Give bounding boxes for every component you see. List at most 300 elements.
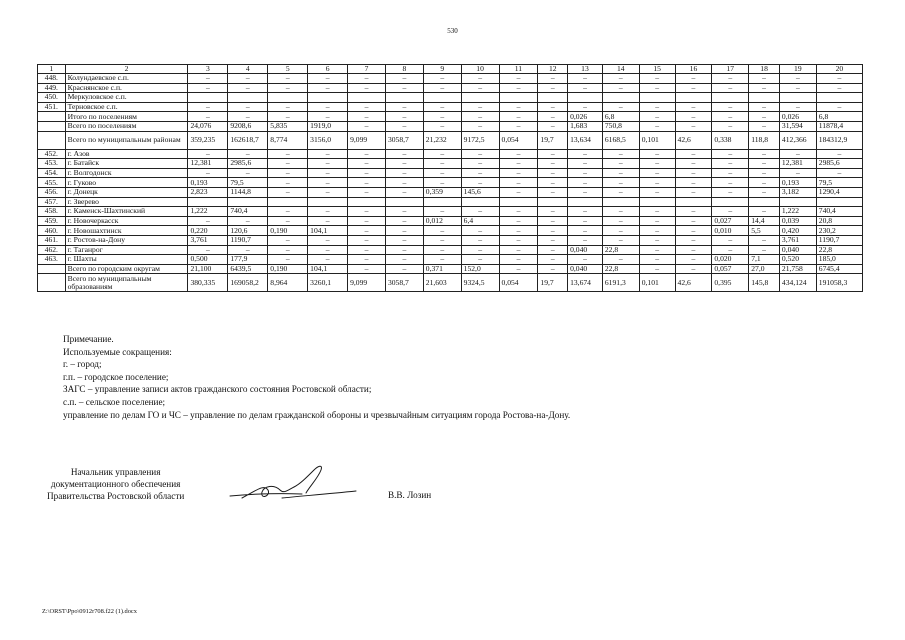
row-number: 448. (38, 74, 66, 84)
table-cell: – (538, 226, 568, 236)
table-cell: 3,182 (779, 187, 816, 197)
table-row (38, 178, 863, 188)
table-row (38, 93, 863, 103)
table-cell: 3,761 (188, 235, 228, 245)
column-number: 14 (602, 65, 639, 74)
table-cell: – (816, 168, 862, 178)
table-cell: – (461, 102, 499, 112)
column-number: 10 (461, 65, 499, 74)
table-cell (816, 197, 862, 207)
table-cell: – (639, 121, 675, 131)
row-name: г. Новочеркасск (65, 216, 188, 226)
table-cell: 1190,7 (228, 235, 268, 245)
table-cell: – (639, 264, 675, 274)
column-number: 16 (675, 65, 712, 74)
table-cell: – (228, 102, 268, 112)
column-number: 17 (712, 65, 749, 74)
table-cell: – (639, 216, 675, 226)
table-cell: – (308, 216, 348, 226)
table-cell: 8,774 (268, 131, 308, 149)
table-cell: – (639, 83, 675, 93)
table-cell (712, 93, 749, 103)
table-row (38, 207, 863, 217)
table-cell (268, 197, 308, 207)
table-cell: – (385, 226, 423, 236)
table-cell: – (461, 245, 499, 255)
table-cell: – (499, 168, 538, 178)
table-cell: 79,5 (228, 178, 268, 188)
table-cell: – (712, 83, 749, 93)
table-cell: – (602, 149, 639, 159)
table-cell: – (308, 159, 348, 169)
table-cell: – (499, 102, 538, 112)
table-cell: 19,7 (538, 274, 568, 292)
table-cell: 380,335 (188, 274, 228, 292)
table-cell: – (308, 255, 348, 265)
table-cell (423, 93, 461, 103)
row-number (38, 274, 66, 292)
table-cell (538, 197, 568, 207)
column-number: 19 (779, 65, 816, 74)
table-cell: – (348, 121, 386, 131)
table-cell: 3260,1 (308, 274, 348, 292)
row-number: 453. (38, 159, 66, 169)
table-cell: – (348, 159, 386, 169)
table-cell: – (423, 235, 461, 245)
notes-line: управление по делам ГО и ЧС – управление по делам гражданской обороны и чрезвычайным ситуациям города Ростова-на-Дону. (63, 409, 571, 420)
table-cell: – (499, 74, 538, 84)
table-cell: 169058,2 (228, 274, 268, 292)
table-cell: 120,6 (228, 226, 268, 236)
signer-position-line: Начальник управления (70, 467, 161, 477)
table-cell: – (749, 83, 780, 93)
table-cell: 12,381 (188, 159, 228, 169)
table-cell: – (308, 187, 348, 197)
table-cell: 145,6 (461, 187, 499, 197)
table-cell: – (675, 207, 712, 217)
table-cell: – (639, 235, 675, 245)
table-cell: 20,8 (816, 216, 862, 226)
table-cell: – (675, 121, 712, 131)
notes-line: г. – город; (63, 359, 102, 370)
row-name: г. Волгодонск (65, 168, 188, 178)
table-cell: – (538, 159, 568, 169)
table-cell: – (749, 178, 780, 188)
table-cell: – (712, 112, 749, 122)
table-row (38, 121, 863, 131)
table-cell: 1,222 (188, 207, 228, 217)
table-cell: – (228, 245, 268, 255)
table-cell: – (639, 149, 675, 159)
table-cell: – (423, 102, 461, 112)
row-name: г. Зверево (65, 197, 188, 207)
column-number: 6 (308, 65, 348, 74)
table-cell: 21,100 (188, 264, 228, 274)
table-row (38, 216, 863, 226)
table-cell: – (188, 168, 228, 178)
table-cell: – (712, 168, 749, 178)
table-cell: 9208,6 (228, 121, 268, 131)
table-cell: – (639, 102, 675, 112)
table-cell (228, 197, 268, 207)
table-cell (816, 93, 862, 103)
notes-line: с.п. – сельское поселение; (63, 396, 166, 407)
table-cell: – (568, 159, 603, 169)
column-number: 11 (499, 65, 538, 74)
table-cell: – (712, 74, 749, 84)
notes-line: г.п. – городское поселение; (63, 371, 169, 382)
row-number (38, 264, 66, 274)
table-cell: 11878,4 (816, 121, 862, 131)
table-cell: 6,8 (602, 112, 639, 122)
table-row (38, 83, 863, 93)
notes (63, 333, 570, 421)
table-cell: 2985,6 (816, 159, 862, 169)
table-cell: – (602, 255, 639, 265)
table-cell: – (499, 245, 538, 255)
signer-name: В.В. Лозин (388, 490, 432, 500)
notes-title: Примечание. (63, 334, 114, 344)
row-number: 451. (38, 102, 66, 112)
table-cell (749, 197, 780, 207)
table-cell: – (602, 178, 639, 188)
table-cell: – (602, 168, 639, 178)
table-cell: – (712, 121, 749, 131)
table-cell: – (639, 187, 675, 197)
table-cell: – (712, 245, 749, 255)
table-cell: – (228, 83, 268, 93)
row-number: 456. (38, 187, 66, 197)
table-cell: – (538, 207, 568, 217)
table-cell: 9,099 (348, 274, 386, 292)
table-cell: – (568, 235, 603, 245)
table-cell: – (602, 187, 639, 197)
table-cell: 31,594 (779, 121, 816, 131)
row-name: г. Батайск (65, 159, 188, 169)
table-cell: 3058,7 (385, 131, 423, 149)
table-cell: – (188, 102, 228, 112)
table-cell: – (675, 74, 712, 84)
table-cell: 5,835 (268, 121, 308, 131)
table-cell: – (423, 112, 461, 122)
table-row (38, 112, 863, 122)
table-cell: – (348, 112, 386, 122)
table-row (38, 168, 863, 178)
table-cell: – (602, 226, 639, 236)
row-name: Краснянское с.п. (65, 83, 188, 93)
table-cell: – (499, 121, 538, 131)
table-cell: – (639, 159, 675, 169)
row-number: 459. (38, 216, 66, 226)
row-name: г. Новошахтинск (65, 226, 188, 236)
table-cell: – (538, 102, 568, 112)
table-cell: – (348, 207, 386, 217)
table-row (38, 74, 863, 84)
table-cell (779, 197, 816, 207)
table-cell: – (268, 74, 308, 84)
row-number: 460. (38, 226, 66, 236)
table-cell: – (602, 207, 639, 217)
row-name: Всего по поселениям (65, 121, 188, 131)
table-cell (308, 93, 348, 103)
table-cell: 42,6 (675, 131, 712, 149)
table-cell: 1,222 (779, 207, 816, 217)
table-cell: – (385, 235, 423, 245)
table-cell: – (749, 245, 780, 255)
table-cell: 0,101 (639, 131, 675, 149)
table-cell: 0,193 (188, 178, 228, 188)
row-name: г. Таганрог (65, 245, 188, 255)
table-cell: 0,338 (712, 131, 749, 149)
table-cell: – (675, 149, 712, 159)
table-cell: 1144,8 (228, 187, 268, 197)
footer-file-path: Z:\ORST\Ppo\0912r708.f22 (1).docx (42, 608, 137, 615)
table-cell: – (228, 74, 268, 84)
table-cell: 0,220 (188, 226, 228, 236)
table-cell: – (602, 216, 639, 226)
table-cell: – (568, 178, 603, 188)
table-cell: – (538, 255, 568, 265)
table-cell: – (348, 255, 386, 265)
table-cell: 0,101 (639, 274, 675, 292)
signer-position-line: Правительства Ростовской области (47, 491, 185, 501)
table-cell: – (749, 207, 780, 217)
row-number: 452. (38, 149, 66, 159)
table-cell: – (385, 102, 423, 112)
table-cell: – (461, 207, 499, 217)
table-cell: – (423, 74, 461, 84)
row-name: г. Донецк (65, 187, 188, 197)
column-number: 3 (188, 65, 228, 74)
row-name: Колундаевское с.п. (65, 74, 188, 84)
table-row (38, 149, 863, 159)
row-name: Всего по городским округам (65, 264, 188, 274)
table-cell: – (749, 235, 780, 245)
table-cell: – (675, 83, 712, 93)
table-cell: – (712, 149, 749, 159)
table-cell: – (461, 168, 499, 178)
table-cell: – (461, 74, 499, 84)
table-row (38, 274, 863, 292)
table-cell: – (499, 207, 538, 217)
column-number: 2 (65, 65, 188, 74)
table-cell: 8,964 (268, 274, 308, 292)
table-cell: – (568, 207, 603, 217)
table-cell: – (461, 235, 499, 245)
table-cell: 14,4 (749, 216, 780, 226)
table-cell: 145,8 (749, 274, 780, 292)
table-cell: – (188, 83, 228, 93)
table-row (38, 131, 863, 149)
table-cell: – (568, 226, 603, 236)
table-cell: – (308, 178, 348, 188)
table-cell: – (423, 226, 461, 236)
row-name: Терновское с.п. (65, 102, 188, 112)
table-cell (568, 197, 603, 207)
table-cell: – (385, 207, 423, 217)
table-cell: – (268, 102, 308, 112)
table-cell (568, 93, 603, 103)
table-cell: 0,040 (568, 245, 603, 255)
table-cell: – (385, 112, 423, 122)
table-cell: – (816, 102, 862, 112)
table-cell: – (499, 83, 538, 93)
table-cell: 7,1 (749, 255, 780, 265)
table-cell: – (308, 207, 348, 217)
table-cell: – (228, 168, 268, 178)
table-cell: – (779, 102, 816, 112)
table-cell: 42,6 (675, 274, 712, 292)
notes-line: ЗАГС – управление записи актов гражданского состояния Ростовской области; (63, 384, 372, 395)
table-cell: – (385, 83, 423, 93)
table-cell: 5,5 (749, 226, 780, 236)
column-number: 9 (423, 65, 461, 74)
table-cell (385, 93, 423, 103)
table-cell: – (639, 168, 675, 178)
table-cell (779, 93, 816, 103)
table-cell: – (602, 74, 639, 84)
table-cell: – (499, 178, 538, 188)
table-cell: – (308, 102, 348, 112)
table-cell: – (675, 112, 712, 122)
table-cell: 0,500 (188, 255, 228, 265)
table-cell: 6745,4 (816, 264, 862, 274)
table-cell: 359,235 (188, 131, 228, 149)
table-cell: – (749, 168, 780, 178)
table-cell: 0,420 (779, 226, 816, 236)
table-cell (228, 93, 268, 103)
table-cell: – (348, 102, 386, 112)
table-cell: – (675, 264, 712, 274)
row-number: 455. (38, 178, 66, 188)
table-cell: – (308, 112, 348, 122)
table-cell: – (348, 187, 386, 197)
table-cell: – (675, 235, 712, 245)
table-cell (188, 93, 228, 103)
table-cell: 12,381 (779, 159, 816, 169)
table-cell: – (538, 112, 568, 122)
table-cell: – (538, 121, 568, 131)
table-cell (499, 93, 538, 103)
table-cell: – (228, 112, 268, 122)
table-cell: – (538, 74, 568, 84)
table-cell: 0,359 (423, 187, 461, 197)
table-cell: – (268, 178, 308, 188)
table-cell (385, 197, 423, 207)
table-cell: – (568, 149, 603, 159)
table-cell: 2,823 (188, 187, 228, 197)
table-cell: – (385, 168, 423, 178)
table-cell: – (568, 216, 603, 226)
table-cell: – (461, 226, 499, 236)
table-row (38, 197, 863, 207)
table-cell: – (749, 102, 780, 112)
table-cell: – (712, 207, 749, 217)
table-cell: – (385, 74, 423, 84)
table-cell: 434,124 (779, 274, 816, 292)
table-cell (461, 93, 499, 103)
table-header-row (38, 65, 863, 74)
table-cell: – (675, 187, 712, 197)
table-cell: 0,190 (268, 226, 308, 236)
table-cell: – (675, 178, 712, 188)
table-cell: 162618,7 (228, 131, 268, 149)
table-cell: – (268, 255, 308, 265)
table-cell: 6168,5 (602, 131, 639, 149)
table-cell: – (538, 168, 568, 178)
table-cell (538, 93, 568, 103)
table-cell: – (499, 264, 538, 274)
table-cell: 6,4 (461, 216, 499, 226)
table-cell: – (538, 187, 568, 197)
table-cell: – (675, 102, 712, 112)
table-cell: 2985,6 (228, 159, 268, 169)
table-cell: – (268, 187, 308, 197)
table-cell: – (461, 112, 499, 122)
table-cell: – (461, 255, 499, 265)
table-cell: 1,683 (568, 121, 603, 131)
row-name: Всего по муниципальным образованиям (65, 274, 188, 292)
row-number (38, 112, 66, 122)
table-cell (308, 197, 348, 207)
table-cell (348, 93, 386, 103)
row-name: г. Шахты (65, 255, 188, 265)
table-cell: – (568, 168, 603, 178)
table-row (38, 255, 863, 265)
table-cell: – (816, 149, 862, 159)
table-cell: – (712, 235, 749, 245)
table-cell: 0,371 (423, 264, 461, 274)
table-cell: 27,0 (749, 264, 780, 274)
table-cell: – (749, 159, 780, 169)
table-cell: – (385, 187, 423, 197)
table-cell: 3058,7 (385, 274, 423, 292)
table-cell: – (639, 226, 675, 236)
table-cell: 0,027 (712, 216, 749, 226)
table-cell: – (639, 245, 675, 255)
table-cell: – (188, 112, 228, 122)
table-cell: – (188, 149, 228, 159)
table-cell: – (749, 112, 780, 122)
row-name: г. Ростов-на-Дону (65, 235, 188, 245)
column-number: 20 (816, 65, 862, 74)
table-cell: 104,1 (308, 226, 348, 236)
table-row (38, 159, 863, 169)
row-number: 463. (38, 255, 66, 265)
table-cell (675, 93, 712, 103)
table-cell: – (348, 226, 386, 236)
table-cell: – (308, 74, 348, 84)
table-cell: – (639, 207, 675, 217)
table-cell: – (385, 216, 423, 226)
table-cell: 0,026 (779, 112, 816, 122)
table-row (38, 235, 863, 245)
table-cell: 740,4 (816, 207, 862, 217)
table-cell: 185,0 (816, 255, 862, 265)
row-number: 454. (38, 168, 66, 178)
table-cell: – (675, 168, 712, 178)
table-cell: 13,634 (568, 131, 603, 149)
table-cell: – (538, 83, 568, 93)
table-cell (749, 93, 780, 103)
table-cell: 0,026 (568, 112, 603, 122)
table-cell: – (308, 149, 348, 159)
column-number: 8 (385, 65, 423, 74)
table-cell: – (749, 121, 780, 131)
column-number: 7 (348, 65, 386, 74)
table-cell: 6191,3 (602, 274, 639, 292)
table-cell: – (568, 187, 603, 197)
